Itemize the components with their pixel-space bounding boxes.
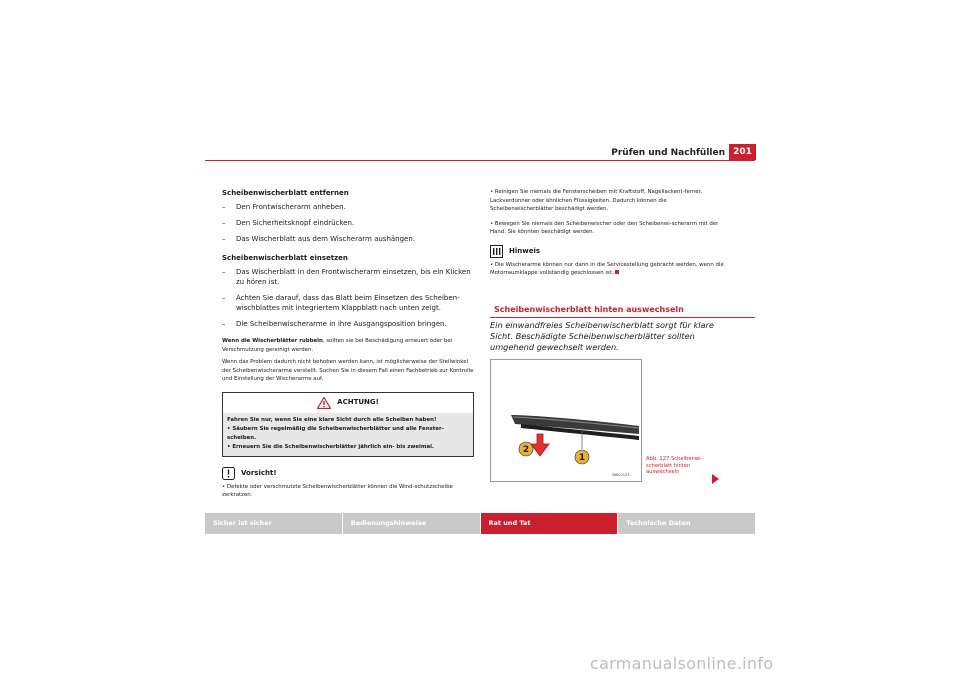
end-square-icon [615, 270, 619, 274]
step-item: – Die Scheibenwischerarme in ihre Ausgangsposition bringen. [222, 320, 447, 328]
step-item: – Den Sicherheitsknopf eindrücken. [222, 219, 355, 227]
page-title: Prüfen und Nachfüllen [611, 148, 725, 158]
svg-text:2: 2 [522, 445, 530, 455]
right-column [490, 188, 725, 284]
paragraph-rubbing: Wenn die Wischerblätter rubbeln, sollten sie bei Beschädigung erneuert oder bei Verschmutzung gereinigt werden. [222, 338, 453, 353]
tab-rat-und-tat[interactable]: Rat und Tat [481, 513, 618, 534]
note-heading: Hinweis [490, 245, 725, 258]
note-icon [490, 245, 503, 258]
figure-caption: Abb. 127 Scheibenwi-scherblatt hinten auswechseln [646, 456, 703, 475]
warning-line: • Säubern Sie regelmäßig die Scheibenwischerblätter und alle Fenster-scheiben. [227, 426, 444, 441]
caution-icon [222, 467, 235, 480]
left-column [222, 188, 474, 504]
section-heading-remove: Scheibenwischerblatt entfernen [222, 189, 349, 197]
warning-triangle-icon [317, 397, 331, 409]
warning-line: • Erneuern Sie die Scheibenwischerblätter jährlich ein- bis zweimal. [227, 444, 434, 450]
step-item: – Den Frontwischerarm anheben. [222, 203, 346, 211]
next-page-arrow-icon[interactable] [712, 474, 719, 484]
note-text: • Die Wischerarme können nur dann in die Servicestellung gebracht werden, wenn die Motorraumklappe vollständig geschlossen ist. [490, 261, 724, 276]
section-intro: Ein einwandfreies Scheibenwischerblatt sorgt für klare Sicht. Beschädigte Scheibenwischerblätter sollten umgehend gewechselt werden. [490, 320, 714, 352]
step-item: – Das Wischerblatt aus dem Wischerarm aushängen. [222, 235, 416, 243]
tab-bedienungshinweise[interactable]: Bedienungshinweise [343, 513, 480, 534]
paragraph-angle: Wenn das Problem dadurch nicht behoben werden kann, ist möglicherweise der Stellwinkel der Scheibenwischerarme verstellt. Suchen Sie in diesem Fall einen Fachbetrieb zur Kontrolle und Einstellung der Wischerarme auf. [222, 359, 474, 382]
watermark: carmanualsonline.info [590, 654, 774, 673]
tab-sicher-ist-sicher[interactable]: Sicher ist sicher [205, 513, 342, 534]
warning-title: ACHTUNG! [337, 398, 379, 407]
section-heading-insert: Scheibenwischerblatt einsetzen [222, 254, 348, 262]
wiper-illustration [491, 360, 641, 481]
caution-text: • Defekte oder verschmutzte Scheibenwischerblätter können die Wind-schutzscheibe zerkratzen. [222, 483, 453, 498]
figure-code: B6K-0123 [612, 473, 630, 477]
svg-text:1: 1 [578, 453, 586, 463]
warning-line: Fahren Sie nur, wenn Sie eine klare Sicht durch alle Scheiben haben! [227, 416, 437, 423]
step-item: – Das Wischerblatt in den Frontwischerarm einsetzen, bis ein Klicken zu hören ist. [222, 268, 471, 286]
figure-rear-wiper [490, 359, 642, 482]
section-rule [490, 317, 755, 318]
footer-nav [205, 513, 755, 534]
tab-technische-daten[interactable]: Technische Daten [618, 513, 755, 534]
caution-bullet: • Bewegen Sie niemals den Scheibenwischer oder den Scheibenwi-scherarm mit der Hand. Sie könnten beschädigt werden. [490, 220, 719, 235]
caution-heading: Vorsicht! [222, 467, 474, 480]
caution-bullet: • Reinigen Sie niemals die Fensterscheiben mit Kraftstoff, Nagellackent-ferner, Lackverdünner oder ähnlichen Flüssigkeiten. Dadurch können die Scheibenwischerblätter beschädigt werden. [490, 189, 703, 212]
header-rule [205, 160, 755, 161]
step-item: – Achten Sie darauf, dass das Blatt beim Einsetzen des Scheiben-wischblattes mit integriertem Klappblatt nach unten zeigt. [222, 294, 460, 312]
warning-box [222, 392, 474, 457]
page-number: 201 [729, 144, 756, 160]
section-title-rear-wiper: Scheibenwischerblatt hinten auswechseln [494, 305, 684, 314]
